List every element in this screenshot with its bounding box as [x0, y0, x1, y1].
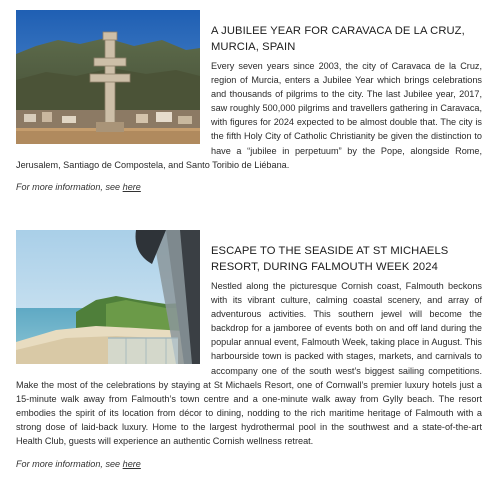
- falmouth-beach-photo: [16, 230, 200, 364]
- more-info-line: [16, 172, 482, 192]
- caravaca-cross-photo: [16, 10, 200, 144]
- article-body: Nestled along the picturesque Cornish coast, Falmouth beckons with its vibrant culture, calming coastal scenery, and array of adventurous activities. This southern jewel will become the backdrop for a jamboree of events both on and off land during the popular annual event, Falmouth Week, taking place in August. This harbourside town is packed with stages, markets, and carnivals to accompany one of the south west’s biggest sailing competitions. Make the most of the celebrations by staying at St Michaels Resort, one of Cornwall’s premier luxury hotels just a 15-minute walk away from Falmouth’s town centre and a one-minute walk away from Gylly beach. The resort embodies the spirit of its location from décor to dining, nodding to the rich maritime heritage of Falmouth with a strong dose of laid-back luxury. Home to the largest hydrothermal pool in the southwest and a state-of-the-art Health Club, guests will experience an authentic Cornish wellness retreat.: [16, 281, 482, 447]
- more-info-text: For more information, see: [16, 181, 123, 192]
- more-info-link[interactable]: here: [122, 181, 141, 192]
- more-info-link[interactable]: here: [122, 459, 141, 470]
- article-headline: A JUBILEE YEAR FOR CARAVACA DE LA CRUZ, MURCIA, SPAIN: [211, 25, 465, 53]
- article-body: Every seven years since 2003, the city of Caravaca de la Cruz, region of Murcia, enters a Jubilee Year which brings celebrations and thousands of pilgrims to the city. The last Jubilee year, 2017, saw roughly 500,000 pilgrims and travellers gathering in Caravaca, with figures for 2024 expected to be almost double that. The city is the fifth Holy City of Catholic Christianity be given the distinction to have a “jubilee in perpetuum” by the Pope, alongside Rome, Jerusalem, Santiago de Compostela, and Santo Toribio de Liébana.: [16, 61, 482, 170]
- more-info-line: [16, 448, 482, 469]
- article-st-michaels: [16, 230, 482, 469]
- article-headline: ESCAPE TO THE SEASIDE AT ST MICHAELS RESORT, DURING FALMOUTH WEEK 2024: [211, 245, 449, 273]
- article-caravaca: [16, 10, 482, 192]
- more-info-text: For more information, see: [16, 459, 123, 470]
